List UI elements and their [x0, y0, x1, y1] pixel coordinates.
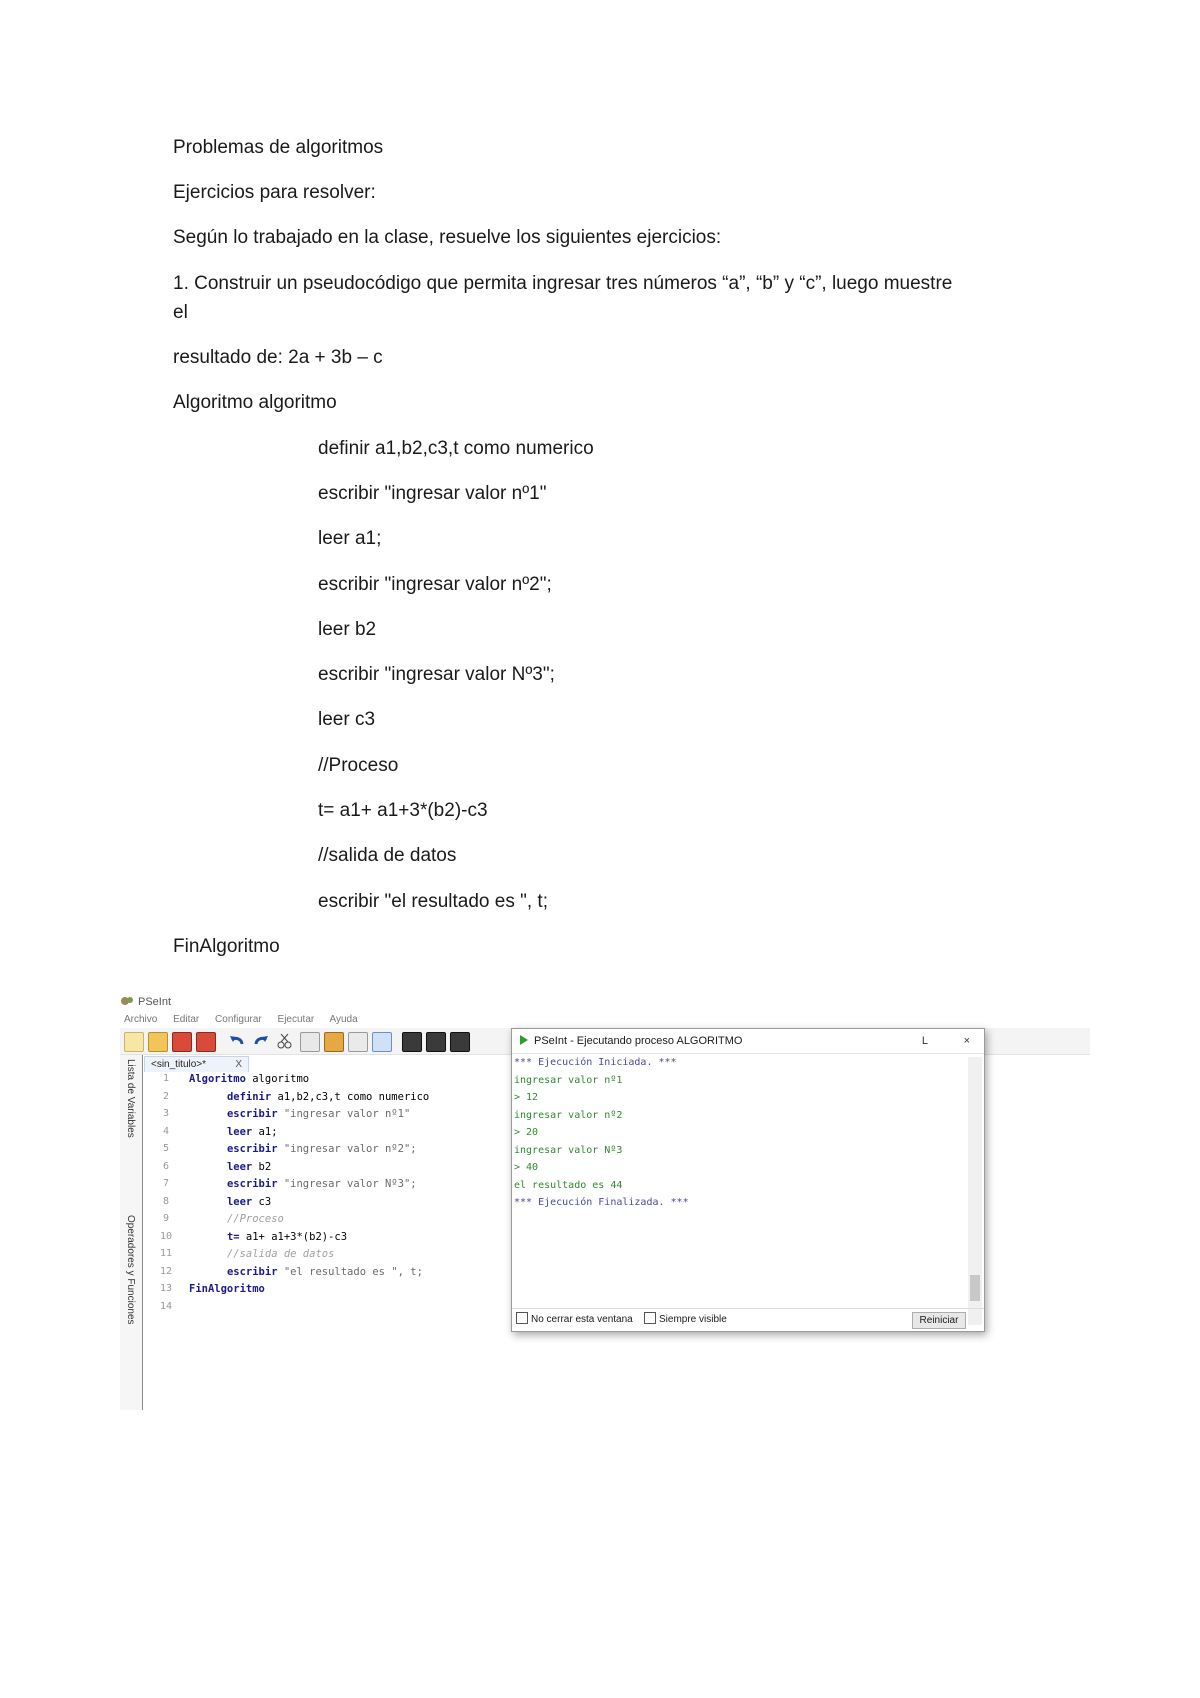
minimize-icon[interactable]: L	[921, 1035, 928, 1047]
console-line: > 12	[514, 1092, 539, 1103]
doc-problem: 1. Construir un pseudocódigo que permita ingresar tres números “a”, “b” y “c”, luego muestre	[173, 273, 953, 294]
run-status-icon	[520, 1035, 528, 1045]
doc-algo-start: Algoritmo algoritmo	[173, 392, 337, 413]
line-number: 8	[162, 1195, 170, 1207]
menu-ayuda[interactable]: Ayuda	[329, 1014, 358, 1025]
code-indent	[189, 1143, 227, 1155]
code-keyword: escribir	[226, 1265, 278, 1278]
code-line	[189, 1231, 429, 1249]
code-text: a1+ a1+3*(b2)-c3	[239, 1230, 348, 1243]
close-icon[interactable]: ×	[963, 1035, 970, 1047]
pseint-screenshot	[120, 995, 1090, 1415]
line-number: 3	[162, 1108, 170, 1119]
editor-tab-label: <sin_titulo>*	[151, 1059, 207, 1070]
line-number: 9	[162, 1213, 170, 1224]
code-keyword: escribir	[226, 1108, 278, 1120]
no-cerrar-checkbox[interactable]	[516, 1312, 528, 1324]
code-line	[189, 1161, 429, 1179]
siempre-visible-label: Siempre visible	[659, 1314, 727, 1325]
code-keyword: leer	[226, 1160, 253, 1173]
code-area[interactable]	[189, 1073, 429, 1318]
code-line	[189, 1126, 429, 1144]
line-number: 11	[159, 1248, 173, 1259]
step-icon[interactable]	[426, 1032, 446, 1052]
doc-code-line: escribir "ingresar valor nº2";	[318, 574, 552, 595]
line-number: 10	[159, 1230, 173, 1242]
doc-code-line: leer a1;	[318, 528, 382, 549]
doc-code-line: escribir "ingresar valor nº1"	[318, 483, 547, 504]
code-line	[189, 1091, 429, 1109]
doc-code-line: leer c3	[318, 709, 376, 730]
console-line: ingresar valor nº1	[514, 1074, 623, 1086]
line-number-gutter	[151, 1073, 181, 1318]
code-line	[189, 1143, 429, 1161]
code-line	[189, 1073, 429, 1091]
undo-icon[interactable]	[228, 1032, 246, 1050]
no-cerrar-option[interactable]	[516, 1309, 633, 1331]
code-indent	[189, 1213, 227, 1225]
console-line: > 20	[514, 1127, 539, 1138]
console-output	[514, 1057, 962, 1297]
line-number: 6	[162, 1160, 170, 1172]
code-string: "ingresar valor Nº3";	[277, 1178, 417, 1190]
console-line: *** Ejecución Iniciada. ***	[514, 1057, 677, 1068]
code-indent	[189, 1161, 227, 1173]
code-keyword: t=	[226, 1230, 240, 1243]
new-file-icon[interactable]	[124, 1032, 144, 1052]
doc-code-comment: //salida de datos	[318, 845, 457, 866]
doc-code-line: definir a1,b2,c3,t como numerico	[318, 438, 594, 459]
code-string: "el resultado es ", t;	[277, 1265, 423, 1278]
console-scrollbar[interactable]	[968, 1057, 982, 1325]
doc-code-line: leer b2	[318, 619, 377, 640]
line-number: 1	[162, 1073, 170, 1084]
debug-icon[interactable]	[450, 1032, 470, 1052]
menu-bar	[124, 1014, 371, 1025]
run-icon[interactable]	[402, 1032, 422, 1052]
code-keyword: escribir	[226, 1143, 278, 1155]
open-folder-icon[interactable]	[148, 1032, 168, 1052]
console-line: ingresar valor nº2	[514, 1109, 623, 1121]
menu-editar[interactable]: Editar	[173, 1014, 200, 1025]
save-icon[interactable]	[172, 1032, 192, 1052]
line-number: 7	[162, 1178, 170, 1189]
console-line: el resultado es 44	[514, 1179, 623, 1191]
line-number: 5	[162, 1143, 170, 1154]
copy-icon[interactable]	[300, 1032, 320, 1052]
code-line	[189, 1178, 429, 1196]
pseint-logo-icon	[120, 995, 134, 1007]
menu-ejecutar[interactable]: Ejecutar	[277, 1014, 315, 1025]
side-tab-variables[interactable]: Lista de Variables	[125, 1059, 136, 1138]
doc-code-line: t= a1+ a1+3*(b2)-c3	[318, 800, 488, 821]
code-text: a1;	[252, 1125, 278, 1138]
code-line	[189, 1213, 429, 1231]
code-indent	[189, 1126, 227, 1138]
editor-tab[interactable]	[144, 1056, 249, 1072]
indent-icon[interactable]	[372, 1032, 392, 1052]
code-line	[189, 1196, 429, 1214]
code-line	[189, 1248, 429, 1266]
console-line: > 40	[514, 1162, 539, 1173]
code-line	[189, 1283, 429, 1301]
console-footer	[512, 1308, 984, 1331]
console-window	[511, 1028, 985, 1332]
app-titlebar	[120, 995, 171, 1008]
doc-algo-end: FinAlgoritmo	[173, 936, 280, 957]
code-keyword: escribir	[226, 1178, 278, 1190]
code-keyword: definir	[226, 1090, 272, 1103]
doc-problem-wrap: el	[173, 302, 188, 323]
console-line: *** Ejecución Finalizada. ***	[514, 1197, 689, 1208]
code-comment: //salida de datos	[226, 1248, 335, 1260]
side-tab-operadores[interactable]: Operadores y Funciones	[125, 1215, 136, 1325]
line-number: 2	[162, 1090, 170, 1102]
doc-code-comment: //Proceso	[318, 755, 399, 776]
menu-configurar[interactable]: Configurar	[215, 1014, 262, 1025]
code-keyword: leer	[226, 1125, 253, 1138]
doc-instruction: Según lo trabajado en la clase, resuelve los siguientes ejercicios:	[173, 227, 722, 248]
code-indent	[189, 1091, 227, 1103]
menu-archivo[interactable]: Archivo	[124, 1014, 158, 1025]
code-keyword: FinAlgoritmo	[189, 1283, 265, 1295]
scroll-thumb[interactable]	[970, 1275, 980, 1301]
no-cerrar-label: No cerrar esta ventana	[531, 1314, 633, 1325]
code-indent	[189, 1178, 227, 1190]
code-indent	[189, 1231, 227, 1243]
code-text: a1,b2,c3,t como numerico	[271, 1090, 430, 1103]
code-keyword: leer	[226, 1195, 253, 1208]
code-line	[189, 1266, 429, 1284]
code-line	[189, 1301, 429, 1319]
siempre-visible-option[interactable]	[644, 1309, 727, 1331]
code-indent	[189, 1108, 227, 1120]
close-tab-icon[interactable]: X	[235, 1059, 242, 1070]
line-number: 13	[159, 1283, 173, 1294]
line-number: 12	[159, 1265, 173, 1277]
code-string: "ingresar valor nº1"	[277, 1108, 411, 1120]
console-title: PSeInt - Ejecutando proceso ALGORITMO	[534, 1035, 743, 1047]
doc-code-line: escribir "el resultado es ", t;	[318, 891, 548, 912]
code-string: "ingresar valor nº2";	[277, 1143, 417, 1155]
code-text: b2	[252, 1160, 272, 1173]
doc-title: Problemas de algoritmos	[173, 137, 384, 158]
paste-icon[interactable]	[324, 1032, 344, 1052]
doc-formula: resultado de: 2a + 3b – c	[173, 347, 383, 368]
cut-icon[interactable]	[276, 1032, 294, 1050]
redo-icon[interactable]	[252, 1032, 270, 1050]
doc-code-line: escribir "ingresar valor Nº3";	[318, 664, 555, 685]
doc-subtitle: Ejercicios para resolver:	[173, 182, 376, 203]
code-line	[189, 1108, 429, 1126]
side-panel	[120, 1055, 143, 1410]
console-titlebar	[512, 1029, 984, 1054]
code-comment: //Proceso	[226, 1213, 284, 1225]
app-title: PSeInt	[138, 996, 172, 1008]
line-number: 4	[162, 1125, 170, 1137]
reiniciar-button[interactable]: Reiniciar	[912, 1312, 966, 1329]
line-number: 14	[159, 1300, 173, 1312]
code-indent	[189, 1266, 227, 1278]
code-keyword: Algoritmo	[189, 1073, 246, 1085]
console-line: ingresar valor Nº3	[514, 1144, 623, 1156]
find-icon[interactable]	[348, 1032, 368, 1052]
code-indent	[189, 1196, 227, 1208]
code-indent	[189, 1248, 227, 1260]
save-as-icon[interactable]	[196, 1032, 216, 1052]
code-text: c3	[252, 1195, 272, 1208]
siempre-visible-checkbox[interactable]	[644, 1312, 656, 1324]
code-text: algoritmo	[245, 1073, 310, 1085]
